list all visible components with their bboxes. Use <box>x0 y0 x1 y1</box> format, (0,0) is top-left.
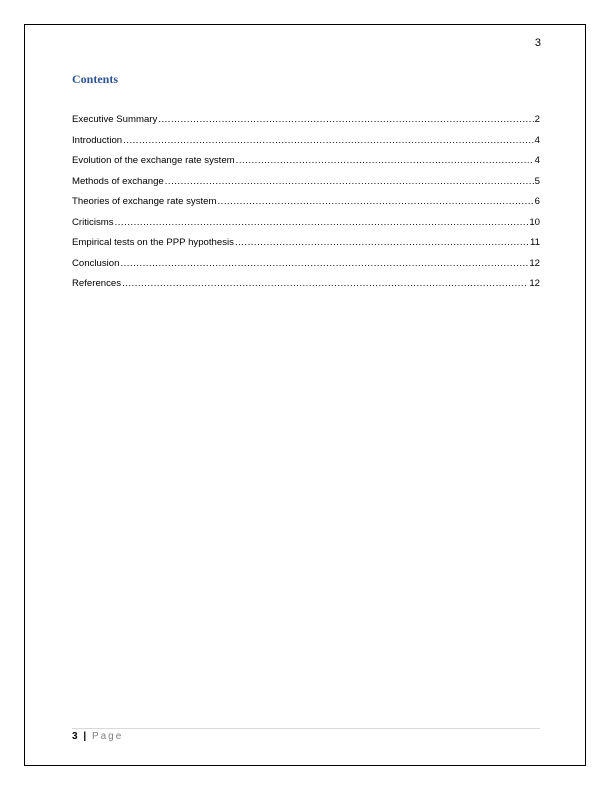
toc-entry-executive-summary[interactable] <box>72 114 540 135</box>
toc-entry-page: 6 <box>534 196 540 207</box>
toc-entry-page: 4 <box>534 134 540 146</box>
toc-entry-title: Conclusion <box>72 257 120 269</box>
toc-entry-title: Evolution of the exchange rate system <box>72 155 235 166</box>
toc-entry-empirical-tests[interactable] <box>72 237 540 258</box>
toc-dot-leader <box>218 196 534 208</box>
toc-entry-page: 11 <box>530 237 540 248</box>
toc-entry-title: References <box>72 278 122 289</box>
toc-heading: Contents <box>72 72 119 86</box>
toc-entry-page: 5 <box>534 175 540 187</box>
toc-entry-title: Theories of exchange rate system <box>72 196 217 207</box>
toc-entry-methods[interactable] <box>72 176 540 197</box>
toc-entry-evolution[interactable] <box>72 155 540 176</box>
footer-page-word: Page <box>91 731 124 742</box>
toc-dot-leader <box>122 278 528 290</box>
table-of-contents <box>72 114 540 299</box>
toc-entry-page: 10 <box>529 216 540 228</box>
toc-entry-page: 12 <box>529 278 540 289</box>
footer-page-number: 3 <box>72 731 78 742</box>
toc-entry-references[interactable] <box>72 278 540 299</box>
toc-dot-leader <box>120 258 528 270</box>
header-page-number: 3 <box>534 37 541 49</box>
toc-entry-introduction[interactable] <box>72 135 540 156</box>
toc-dot-leader <box>115 217 529 229</box>
toc-entry-page: 2 <box>534 114 540 125</box>
toc-entry-title: Introduction <box>72 134 123 146</box>
toc-dot-leader <box>123 135 534 147</box>
footer-separator: | <box>83 731 87 742</box>
toc-dot-leader <box>236 155 534 167</box>
toc-entry-conclusion[interactable] <box>72 258 540 279</box>
toc-entry-title: Criticisms <box>72 216 114 228</box>
toc-dot-leader <box>165 176 534 188</box>
toc-entry-title: Executive Summary <box>72 114 158 125</box>
toc-entry-theories[interactable] <box>72 196 540 217</box>
toc-entry-title: Empirical tests on the PPP hypothesis <box>72 237 234 248</box>
toc-entry-page: 12 <box>529 257 540 269</box>
toc-dot-leader <box>235 237 529 249</box>
toc-entry-page: 4 <box>534 155 540 166</box>
page-footer <box>72 731 123 742</box>
toc-entry-criticisms[interactable] <box>72 217 540 238</box>
footer-divider <box>72 728 540 729</box>
toc-entry-title: Methods of exchange <box>72 175 164 187</box>
toc-dot-leader <box>158 114 533 126</box>
